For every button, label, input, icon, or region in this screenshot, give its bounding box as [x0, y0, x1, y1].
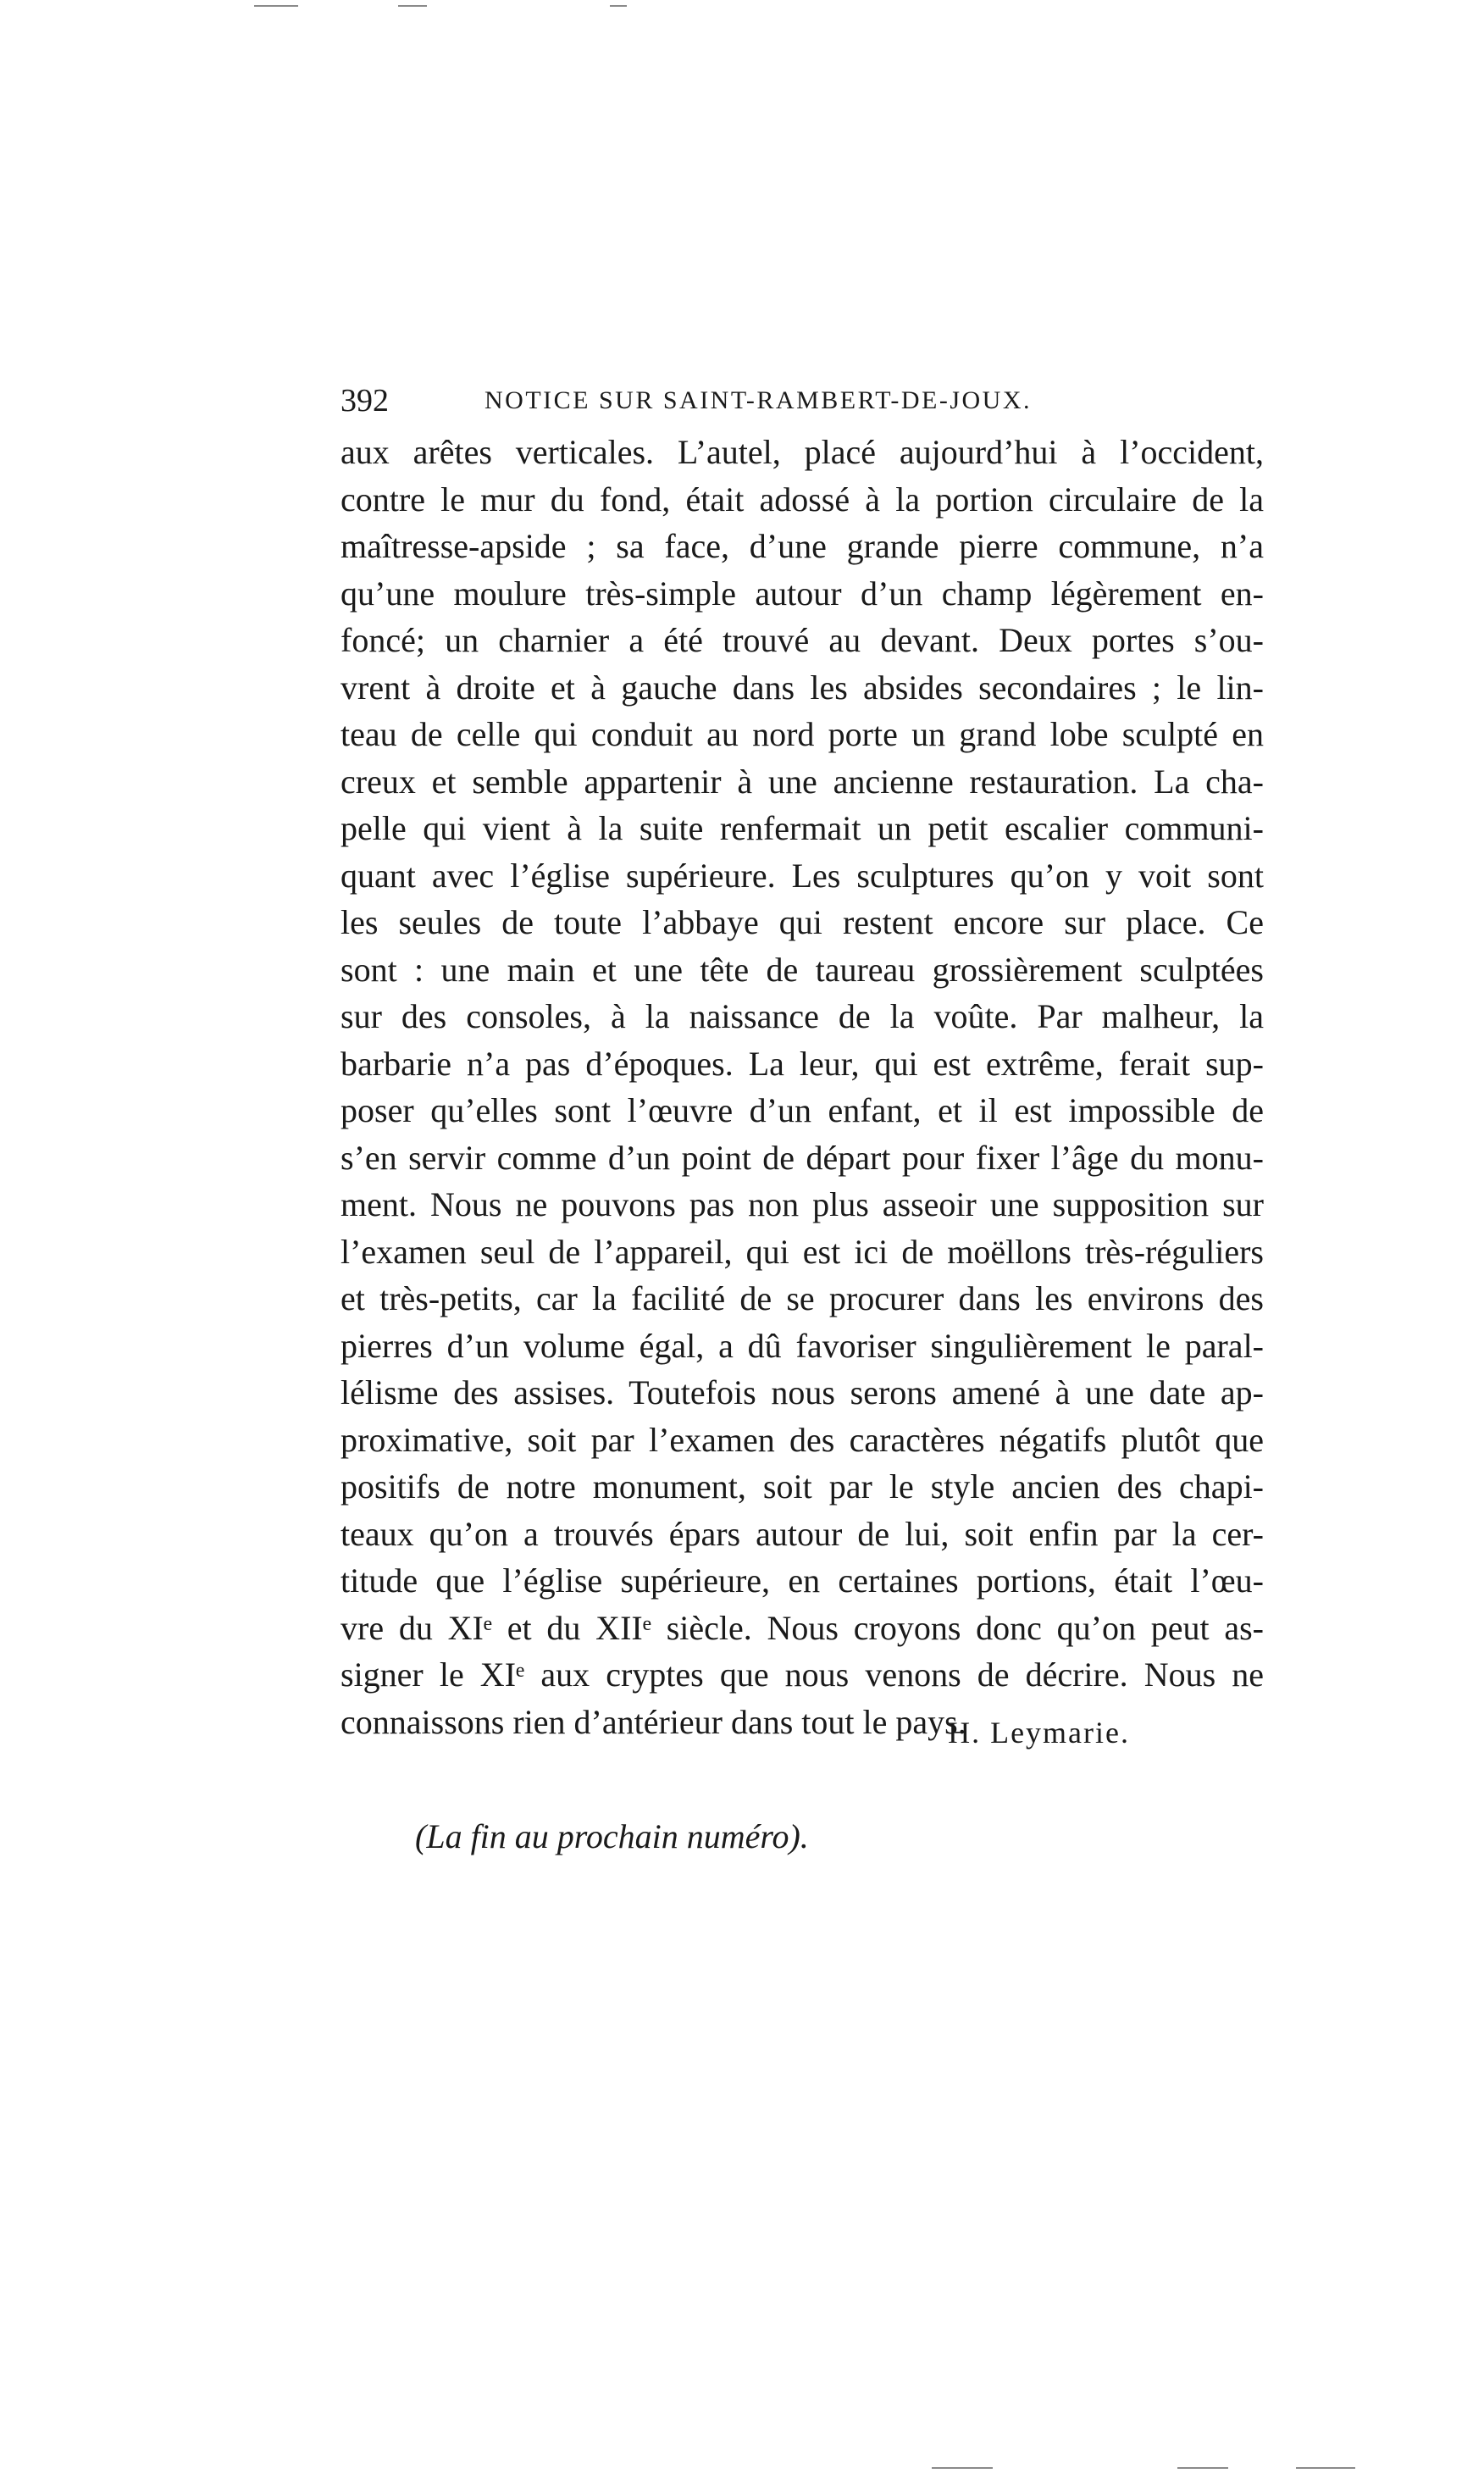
text-line: pierres d’un volume égal, a dû favoriser singulièrement le paral- [341, 1326, 1264, 1365]
text-line: ment. Nous ne pouvons pas non plus asseoir une supposition sur [341, 1185, 1264, 1223]
scan-mark-top [254, 5, 298, 7]
text-line: creux et semble appartenir à une ancienne restauration. La cha- [341, 762, 1264, 801]
text-line: connaissons rien d’antérieur dans tout le pays. [341, 1702, 966, 1741]
text-line: maîtresse-apside ; sa face, d’une grande pierre commune, n’a [341, 527, 1264, 565]
text-line: vrent à droite et à gauche dans les absides secondaires ; le lin- [341, 668, 1264, 707]
scan-mark-bottom [932, 2467, 993, 2469]
text-line: l’examen seul de l’appareil, qui est ici de moëllons très-réguliers [341, 1232, 1264, 1271]
text-line: aux arêtes verticales. L’autel, placé aujourd’hui à l’occident, [341, 433, 1264, 471]
text-line: signer le XIᵉ aux cryptes que nous venons de décrire. Nous ne [341, 1655, 1264, 1694]
text-line: et très-petits, car la facilité de se procurer dans les environs des [341, 1279, 1264, 1317]
continuation-note: (La fin au prochain numéro). [415, 1817, 809, 1855]
text-line: proximative, soit par l’examen des caractères négatifs plutôt que [341, 1420, 1264, 1459]
text-line: foncé; un charnier a été trouvé au devant. Deux portes s’ou- [341, 621, 1264, 659]
text-line: pelle qui vient à la suite renfermait un petit escalier communi- [341, 809, 1264, 847]
text-line: lélisme des assises. Toutefois nous serons amené à une date ap- [341, 1373, 1264, 1411]
text-line: qu’une moulure très-simple autour d’un champ légèrement en- [341, 574, 1264, 613]
text-line: sont : une main et une tête de taureau grossièrement sculptées [341, 950, 1264, 989]
text-line: teaux qu’on a trouvés épars autour de lui, soit enfin par la cer- [341, 1514, 1264, 1553]
author-signature: H. Leymarie. [948, 1716, 1130, 1750]
text-line: s’en servir comme d’un point de départ pour fixer l’âge du monu- [341, 1138, 1264, 1177]
text-line: poser qu’elles sont l’œuvre d’un enfant, et il est impossible de [341, 1091, 1264, 1129]
text-line: contre le mur du fond, était adossé à la portion circulaire de la [341, 480, 1264, 519]
scan-mark-top [610, 5, 627, 7]
text-line: teau de celle qui conduit au nord porte un grand lobe sculpté en [341, 715, 1264, 753]
running-title: NOTICE SUR SAINT-RAMBERT-DE-JOUX. [485, 386, 1033, 414]
text-line: vre du XIᵉ et du XIIᵉ siècle. Nous croyons donc qu’on peut as- [341, 1608, 1264, 1647]
text-line: quant avec l’église supérieure. Les sculptures qu’on y voit sont [341, 856, 1264, 895]
text-line: les seules de toute l’abbaye qui restent encore sur place. Ce [341, 903, 1264, 941]
text-line: barbarie n’a pas d’époques. La leur, qui est extrême, ferait sup- [341, 1044, 1264, 1083]
text-line: positifs de notre monument, soit par le style ancien des chapi- [341, 1467, 1264, 1506]
page-header [341, 380, 1264, 422]
scan-mark-bottom [1296, 2467, 1355, 2469]
scan-mark-top [398, 5, 427, 7]
page-number: 392 [341, 383, 389, 419]
scan-mark-bottom [1177, 2467, 1228, 2469]
body-text [341, 429, 1264, 1745]
text-line: sur des consoles, à la naissance de la voûte. Par malheur, la [341, 997, 1264, 1035]
text-line: titude que l’église supérieure, en certaines portions, était l’œu- [341, 1561, 1264, 1600]
